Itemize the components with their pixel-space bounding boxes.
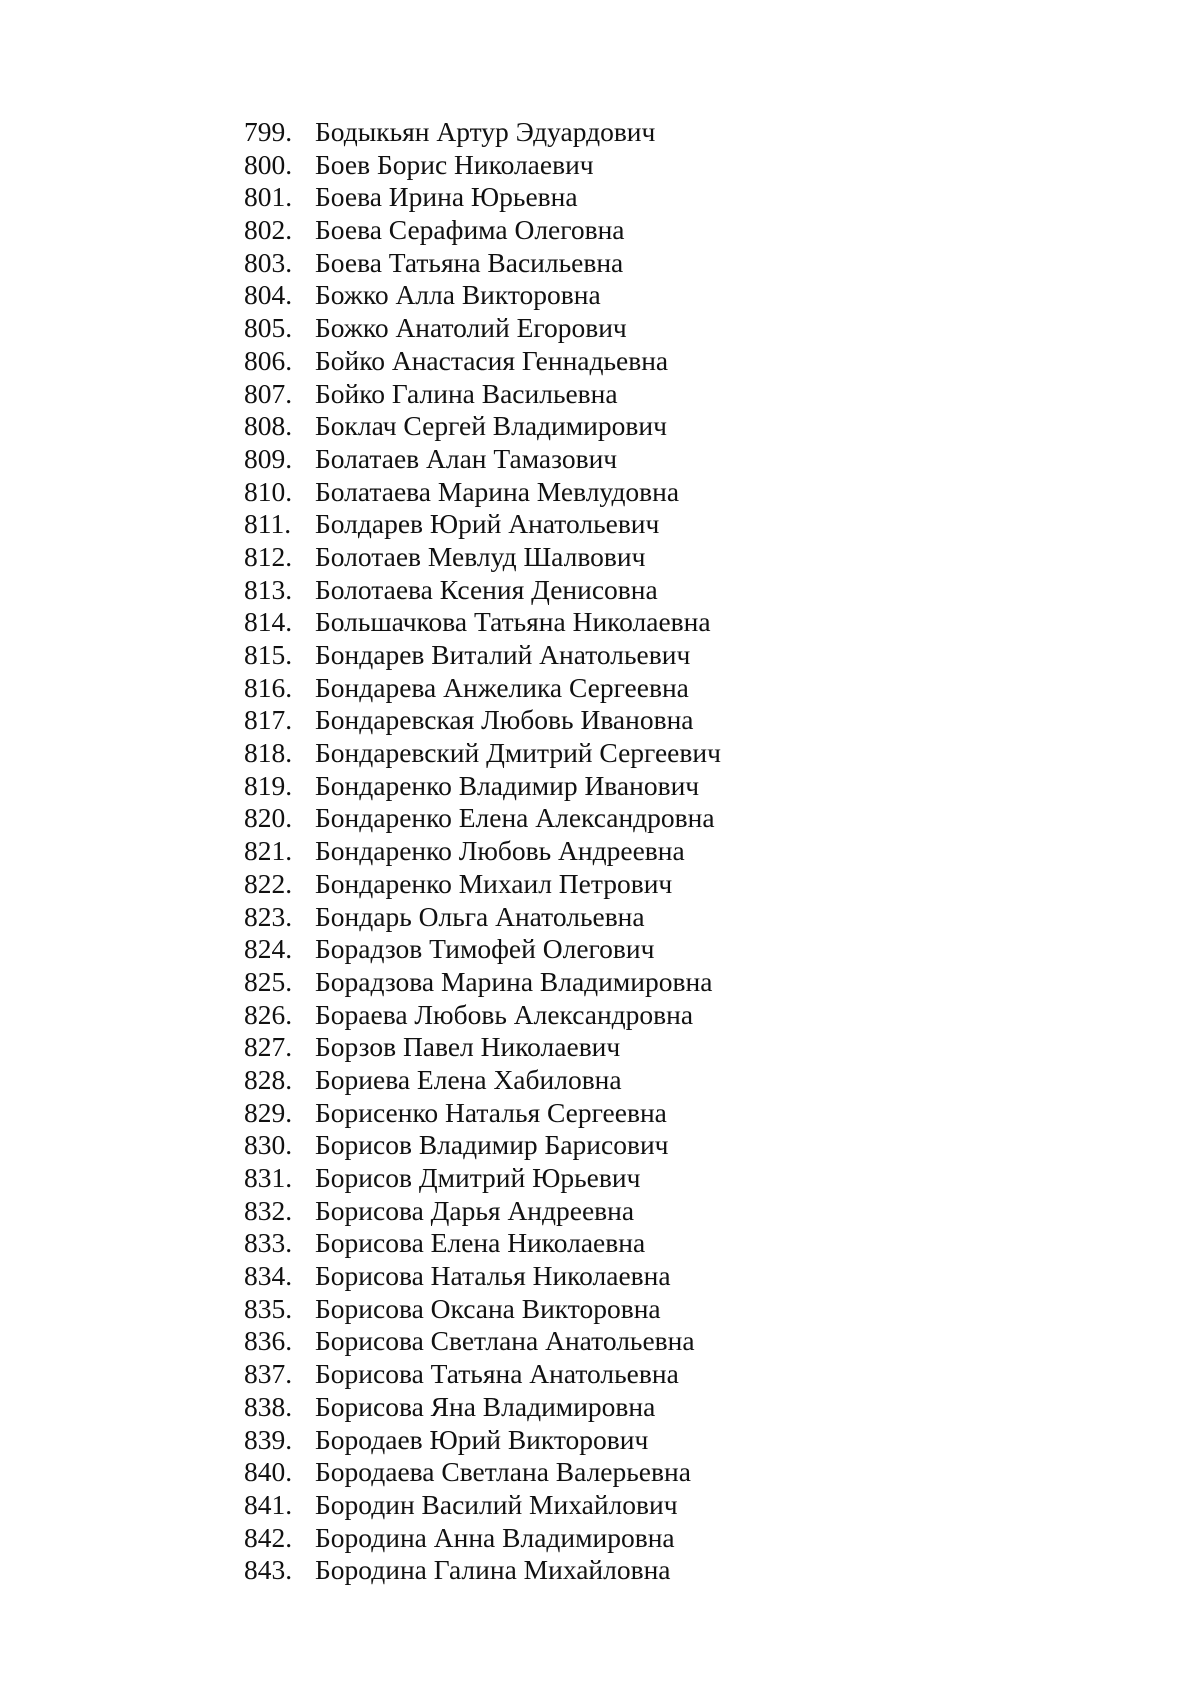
list-item-name: Бородаев Юрий Викторович: [315, 1423, 649, 1455]
list-item: [244, 1554, 721, 1587]
list-item: [244, 1064, 721, 1097]
list-item-number: 837.: [244, 1358, 293, 1390]
list-item: [244, 214, 721, 247]
list-item: [244, 1522, 721, 1555]
list-item-number: 817.: [244, 704, 293, 736]
list-item: [244, 345, 721, 378]
list-item: [244, 835, 721, 868]
list-item-name: Болатаев Алан Тамазович: [315, 442, 618, 474]
list-item-number: 808.: [244, 410, 293, 442]
list-item-name: Бородина Галина Михайловна: [315, 1554, 671, 1586]
list-item-number: 815.: [244, 639, 293, 670]
list-item: [244, 508, 721, 541]
list-item-name: Бородин Василий Михайлович: [315, 1488, 678, 1520]
list-item: [244, 999, 721, 1032]
list-item: [244, 476, 721, 509]
list-item-name: Борисов Дмитрий Юрьевич: [315, 1162, 641, 1193]
list-item-name: Бойко Анастасия Геннадьевна: [315, 344, 669, 376]
list-item-name: Бораева Любовь Александровна: [315, 998, 694, 1030]
list-item-number: 833.: [244, 1227, 293, 1259]
list-item: [244, 1162, 721, 1195]
list-item-number: 820.: [244, 802, 293, 834]
list-item-number: 816.: [244, 671, 293, 703]
list-item-number: 810.: [244, 475, 293, 507]
list-item-name: Бондаренко Любовь Андреевна: [315, 835, 685, 867]
list-item: [244, 1129, 721, 1162]
list-item: [244, 410, 721, 443]
list-item-number: 804.: [244, 279, 293, 311]
list-item-number: 827.: [244, 1031, 293, 1063]
list-item-number: 834.: [244, 1260, 293, 1292]
list-item: [244, 1325, 721, 1358]
list-item: [244, 1358, 721, 1391]
list-item-name: Борисова Светлана Анатольевна: [315, 1325, 695, 1357]
list-item-name: Борисова Оксана Викторовна: [315, 1292, 661, 1324]
list-item-name: Борзов Павел Николаевич: [315, 1031, 621, 1063]
list-item-number: 841.: [244, 1488, 293, 1520]
list-item-number: 799.: [244, 116, 293, 147]
list-item-name: Бойко Галина Васильевна: [315, 377, 618, 409]
list-item: [244, 1489, 721, 1522]
list-item-number: 836.: [244, 1325, 293, 1357]
list-item-name: Борисенко Наталья Сергеевна: [315, 1096, 667, 1128]
list-item: [244, 116, 721, 149]
list-item-number: 812.: [244, 540, 293, 572]
list-item: [244, 868, 721, 901]
list-item-name: Бородина Анна Владимировна: [315, 1521, 675, 1553]
list-item-number: 838.: [244, 1390, 293, 1422]
list-item-name: Бондарь Ольга Анатольевна: [315, 900, 645, 932]
list-item-name: Болатаева Марина Мевлудовна: [315, 475, 680, 507]
list-item: [244, 1424, 721, 1457]
list-item-name: Борадзов Тимофей Олегович: [315, 933, 655, 965]
list-item-number: 843.: [244, 1554, 293, 1586]
list-item: [244, 672, 721, 705]
list-item: [244, 606, 721, 639]
list-item-name: Борисов Владимир Барисович: [315, 1129, 669, 1161]
list-item-name: Боева Ирина Юрьевна: [315, 181, 578, 213]
list-item-number: 811.: [244, 508, 292, 540]
list-item-name: Боева Серафима Олеговна: [315, 214, 625, 246]
list-item: [244, 1391, 721, 1424]
list-item-name: Болдарев Юрий Анатольевич: [315, 508, 660, 540]
list-item-name: Бондаренко Михаил Петрович: [315, 867, 673, 899]
list-item-number: 802.: [244, 214, 293, 246]
list-item-number: 831.: [244, 1162, 293, 1193]
list-item: [244, 704, 721, 737]
list-item: [244, 541, 721, 574]
list-item: [244, 443, 721, 476]
list-item-name: Боева Татьяна Васильевна: [315, 246, 624, 278]
list-item-number: 819.: [244, 769, 293, 801]
list-item-number: 806.: [244, 344, 293, 376]
list-item-name: Бондарева Анжелика Сергеевна: [315, 671, 689, 703]
list-item-number: 822.: [244, 867, 293, 899]
list-item-name: Бондаревский Дмитрий Сергеевич: [315, 737, 721, 769]
list-item-name: Бондаренко Елена Александровна: [315, 802, 715, 834]
list-item-name: Божко Алла Викторовна: [315, 279, 601, 311]
list-item-number: 824.: [244, 933, 293, 965]
list-item: [244, 1031, 721, 1064]
list-item: [244, 802, 721, 835]
list-item-name: Борисова Яна Владимировна: [315, 1390, 656, 1422]
list-item: [244, 901, 721, 934]
list-item: [244, 1456, 721, 1489]
list-item-name: Болотаев Мевлуд Шалвович: [315, 540, 646, 572]
list-item: [244, 378, 721, 411]
list-item: [244, 1293, 721, 1326]
list-item-name: Борисова Наталья Николаевна: [315, 1260, 671, 1292]
list-item-number: 813.: [244, 573, 293, 605]
list-item-number: 835.: [244, 1292, 293, 1324]
list-item-name: Большачкова Татьяна Николаевна: [315, 606, 711, 638]
list-item-number: 814.: [244, 606, 293, 638]
list-item: [244, 639, 721, 672]
list-item-name: Боклач Сергей Владимирович: [315, 410, 667, 442]
list-item-name: Бондарев Виталий Анатольевич: [315, 639, 691, 670]
list-item-number: 800.: [244, 148, 293, 180]
list-item-name: Бодыкьян Артур Эдуардович: [315, 116, 656, 147]
list-item: [244, 279, 721, 312]
list-item-number: 832.: [244, 1194, 293, 1226]
list-item: [244, 1227, 721, 1260]
list-item-name: Бориева Елена Хабиловна: [315, 1063, 622, 1095]
list-item: [244, 1195, 721, 1228]
list-item-number: 807.: [244, 377, 293, 409]
list-item-name: Бородаева Светлана Валерьевна: [315, 1456, 691, 1488]
list-item-number: 825.: [244, 965, 293, 997]
list-item-number: 823.: [244, 900, 293, 932]
list-item: [244, 247, 721, 280]
list-item-number: 829.: [244, 1096, 293, 1128]
list-item: [244, 312, 721, 345]
list-item-name: Бондаревская Любовь Ивановна: [315, 704, 694, 736]
list-item-number: 805.: [244, 312, 293, 344]
list-item-number: 809.: [244, 442, 293, 474]
list-item-number: 818.: [244, 737, 293, 769]
list-item-number: 826.: [244, 998, 293, 1030]
list-item-name: Борисова Дарья Андреевна: [315, 1194, 635, 1226]
list-item: [244, 149, 721, 182]
list-item: [244, 933, 721, 966]
list-item-name: Божко Анатолий Егорович: [315, 312, 627, 344]
list-item-number: 821.: [244, 835, 293, 867]
list-item-number: 840.: [244, 1456, 293, 1488]
list-item-name: Болотаева Ксения Денисовна: [315, 573, 658, 605]
list-item: [244, 574, 721, 607]
list-item-name: Боев Борис Николаевич: [315, 148, 594, 180]
list-item-number: 801.: [244, 181, 293, 213]
list-item: [244, 966, 721, 999]
list-item-number: 839.: [244, 1423, 293, 1455]
list-item: [244, 181, 721, 214]
list-item: [244, 770, 721, 803]
list-item-name: Борисова Татьяна Анатольевна: [315, 1358, 679, 1390]
name-list: [244, 116, 721, 1587]
list-item-number: 842.: [244, 1521, 293, 1553]
list-item-name: Бондаренко Владимир Иванович: [315, 769, 700, 801]
list-item-name: Борисова Елена Николаевна: [315, 1227, 646, 1259]
list-item-number: 830.: [244, 1129, 293, 1161]
list-item: [244, 1097, 721, 1130]
list-item-name: Борадзова Марина Владимировна: [315, 965, 713, 997]
list-item: [244, 737, 721, 770]
list-item-number: 803.: [244, 246, 293, 278]
list-item: [244, 1260, 721, 1293]
list-item-number: 828.: [244, 1063, 293, 1095]
